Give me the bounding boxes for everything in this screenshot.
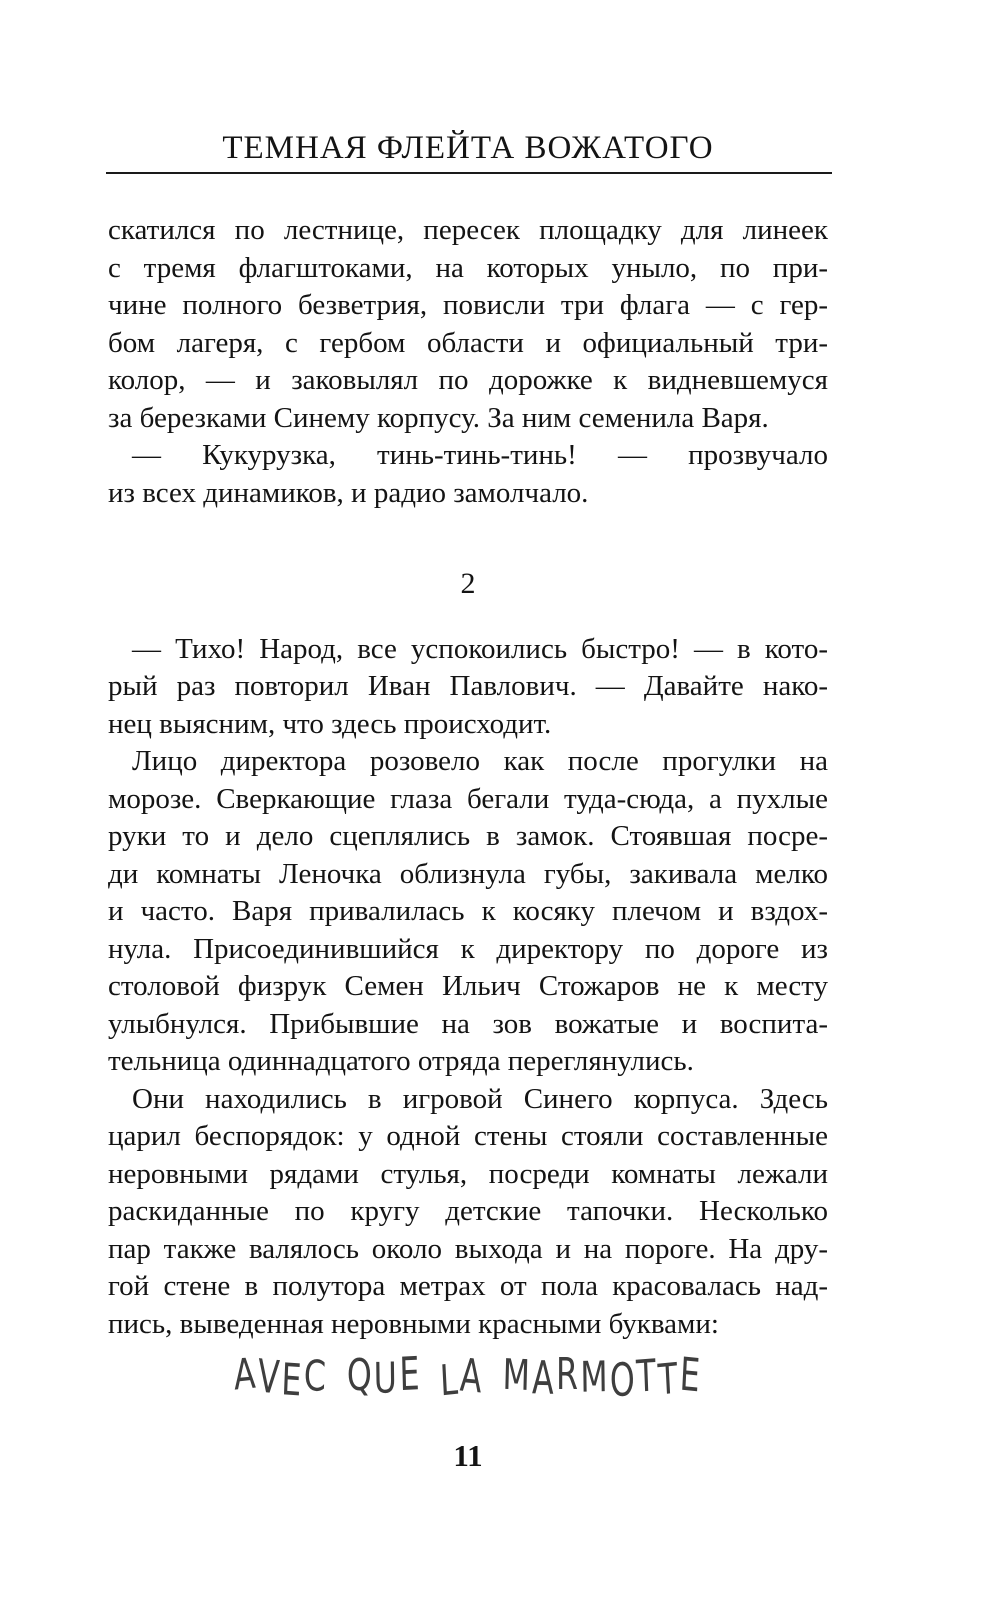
text-line: столовой физрук Семен Ильич Стожаров не к месту	[108, 970, 828, 1002]
text-line: — Тихо! Народ, все успокоились быстро! — в кото-	[132, 632, 828, 665]
text-line: бом лагеря, с гербом области и официальный три-	[108, 326, 828, 359]
handwritten-letter: A	[531, 1351, 557, 1406]
handwritten-space	[484, 1352, 503, 1404]
handwritten-letter: T	[635, 1350, 660, 1403]
body-text-column	[108, 212, 828, 1343]
text-line: ди комнаты Леночка облизнула губы, закивала мелко	[108, 857, 828, 890]
text-line: из всех динамиков, и радио замолчало.	[108, 476, 589, 509]
handwritten-letter: E	[678, 1347, 704, 1404]
handwritten-letter: Q	[346, 1350, 374, 1401]
text-line: нец выясним, что здесь происходит.	[108, 707, 552, 740]
text-line: рый раз повторил Иван Павлович. — Давайте нако-	[108, 670, 828, 702]
text-line: Они находились в игровой Синего корпуса. Здесь	[132, 1082, 828, 1115]
handwritten-space	[422, 1352, 441, 1404]
section-number: 2	[460, 567, 476, 600]
text-line: пись, выведенная неровными красными буквами:	[108, 1307, 719, 1340]
handwritten-letter: A	[232, 1348, 259, 1401]
handwritten-space	[328, 1352, 347, 1404]
handwritten-letter: R	[555, 1349, 581, 1400]
text-line: нула. Присоединившийся к директору по дороге из	[108, 932, 828, 965]
handwritten-letter: M	[502, 1350, 533, 1401]
page-number: 11	[453, 1438, 483, 1473]
text-line: скатился по лестнице, пересек площадку для линеек	[108, 214, 828, 246]
text-line: Лицо директора розовело как после прогулки на	[132, 745, 828, 777]
text-line: неровными рядами стулья, посреди комнаты лежали	[108, 1157, 828, 1190]
text-line: пар также валялось около выхода и на пороге. На дру-	[108, 1232, 828, 1265]
handwritten-letter: E	[398, 1347, 423, 1402]
text-line: раскиданные по кругу детские тапочки. Несколько	[108, 1195, 828, 1227]
text-line: с тремя флагштоками, на которых уныло, по при-	[108, 251, 828, 284]
text-line: улыбнулся. Прибывшие на зов вожатые и воспита-	[108, 1007, 828, 1040]
handwritten-letter: C	[303, 1351, 329, 1402]
handwritten-letter: M	[579, 1352, 610, 1403]
header-rule	[106, 172, 832, 174]
handwritten-letter: E	[280, 1354, 305, 1407]
text-line: тельница одиннадцатого отряда переглянулись.	[108, 1045, 694, 1077]
text-line: и часто. Варя привалилась к косяку плечом и вздох-	[108, 895, 828, 927]
text-line: колор, — и заковылял по дорожке к видневшемуся	[108, 364, 828, 396]
text-line: морозе. Сверкающие глаза бегали туда-сюда, а пухлые	[108, 782, 828, 815]
text-line: царил беспорядок: у одной стены стояли составленные	[108, 1120, 828, 1152]
running-header-title: ТЕМНАЯ ФЛЕЙТА ВОЖАТОГО	[222, 130, 714, 166]
handwritten-letter: A	[458, 1348, 486, 1405]
text-line: руки то и дело сцеплялись в замок. Стоявшая посре-	[108, 820, 828, 852]
text-line: чине полного безветрия, повисли три флага — с гер-	[108, 289, 828, 321]
handwritten-letter: T	[657, 1354, 682, 1405]
text-line: за березками Синему корпусу. За ним семенила Варя.	[108, 401, 769, 434]
handwritten-letter: U	[373, 1353, 400, 1404]
handwritten-letter: V	[256, 1349, 284, 1406]
handwritten-letter: L	[439, 1355, 462, 1406]
handwritten-graffiti	[209, 1347, 727, 1408]
text-line: — Кукурузка, тинь-тинь-тинь! — прозвучало	[132, 439, 828, 471]
text-line: гой стене в полутора метрах от пола красовалась над-	[108, 1270, 828, 1302]
handwritten-letter: O	[609, 1353, 638, 1408]
